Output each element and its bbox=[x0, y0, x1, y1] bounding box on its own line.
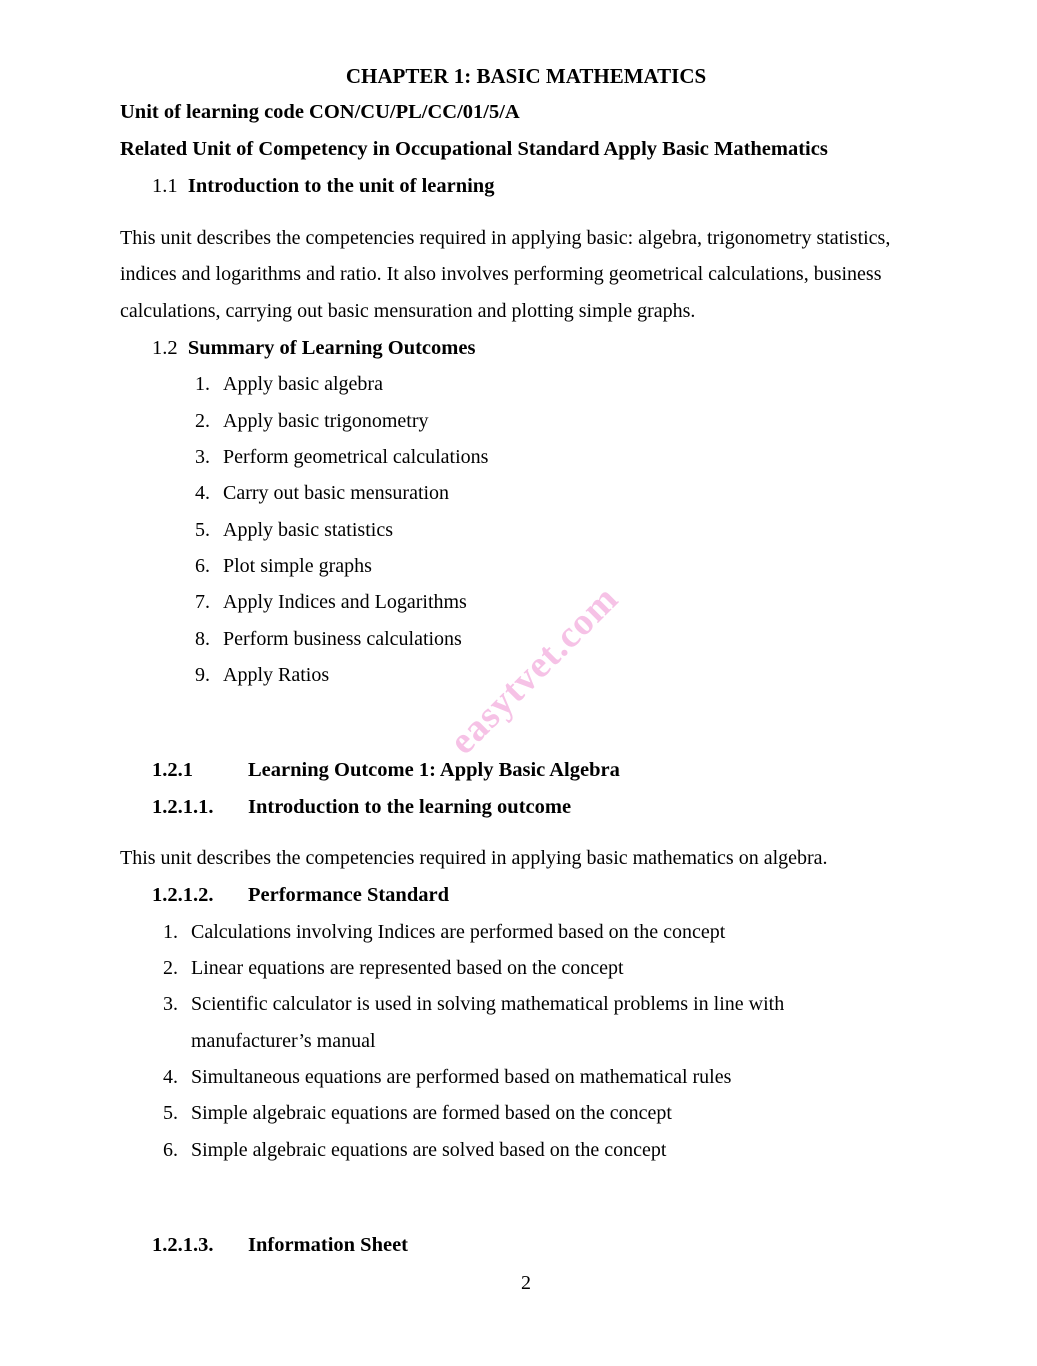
list-item: 1. Calculations involving Indices are performed based on the concept bbox=[183, 914, 840, 950]
section-heading-1-2 bbox=[152, 330, 932, 366]
section-heading-1-2-1 bbox=[152, 752, 932, 788]
list-item: 2. Apply basic trigonometry bbox=[215, 403, 840, 439]
list-item: 5. Apply basic statistics bbox=[215, 512, 840, 548]
section-title: Introduction to the unit of learning bbox=[187, 175, 495, 198]
section-heading-1-2-1-2 bbox=[152, 877, 932, 913]
section-title: Information Sheet bbox=[248, 1233, 409, 1256]
list-item: 5. Simple algebraic equations are formed based on the concept bbox=[183, 1095, 840, 1131]
section-number: 1.2.1.2. bbox=[152, 884, 214, 907]
section-title: Introduction to the learning outcome bbox=[248, 795, 572, 818]
section-heading-1-1 bbox=[152, 168, 932, 204]
performance-standards-list bbox=[120, 914, 840, 1168]
list-item: 1. Apply basic algebra bbox=[215, 366, 840, 402]
section-heading-1-2-1-1 bbox=[152, 789, 932, 825]
list-item: 6. Simple algebraic equations are solved based on the concept bbox=[183, 1132, 840, 1168]
list-item: 3. Perform geometrical calculations bbox=[215, 439, 840, 475]
section-number: 1.1 bbox=[152, 175, 178, 198]
section-title: Learning Outcome 1: Apply Basic Algebra bbox=[248, 759, 620, 782]
section-heading-1-2-1-3 bbox=[152, 1227, 932, 1263]
related-unit-line: Related Unit of Competency in Occupational Standard Apply Basic Mathematics bbox=[120, 138, 828, 161]
list-item: 4. Simultaneous equations are performed based on mathematical rules bbox=[183, 1059, 840, 1095]
section-number: 1.2 bbox=[152, 337, 178, 360]
list-item: 6. Plot simple graphs bbox=[215, 548, 840, 584]
outcome-description-paragraph: This unit describes the competencies required in applying basic mathematics on algebra. bbox=[120, 846, 828, 869]
list-item: 8. Perform business calculations bbox=[215, 621, 840, 657]
list-item: 9. Apply Ratios bbox=[215, 657, 840, 693]
chapter-title: CHAPTER 1: BASIC MATHEMATICS bbox=[345, 64, 707, 88]
easytvet-watermark: easytvet.com bbox=[441, 577, 627, 763]
unit-description-paragraph: This unit describes the competencies required in applying basic: algebra, trigonometry statistics, indices and logarithms and ratio. It also involves performing geometrical calculations, business calculations, carrying out basic mensuration and plotting simple graphs. bbox=[120, 226, 891, 322]
list-item: 2. Linear equations are represented based on the concept bbox=[183, 950, 840, 986]
section-number: 1.2.1.3. bbox=[152, 1233, 214, 1256]
learning-outcomes-list bbox=[120, 366, 840, 693]
page-number: 2 bbox=[521, 1272, 531, 1295]
list-item: 7. Apply Indices and Logarithms bbox=[215, 584, 840, 620]
list-item: 3. Scientific calculator is used in solving mathematical problems in line with manufacturer’s manual bbox=[183, 986, 840, 1059]
unit-code-line: Unit of learning code CON/CU/PL/CC/01/5/A bbox=[120, 101, 520, 124]
section-number: 1.2.1 bbox=[152, 759, 193, 782]
section-title: Performance Standard bbox=[248, 884, 449, 907]
list-item: 4. Carry out basic mensuration bbox=[215, 475, 840, 511]
section-number: 1.2.1.1. bbox=[152, 795, 214, 818]
section-title: Summary of Learning Outcomes bbox=[187, 337, 476, 360]
